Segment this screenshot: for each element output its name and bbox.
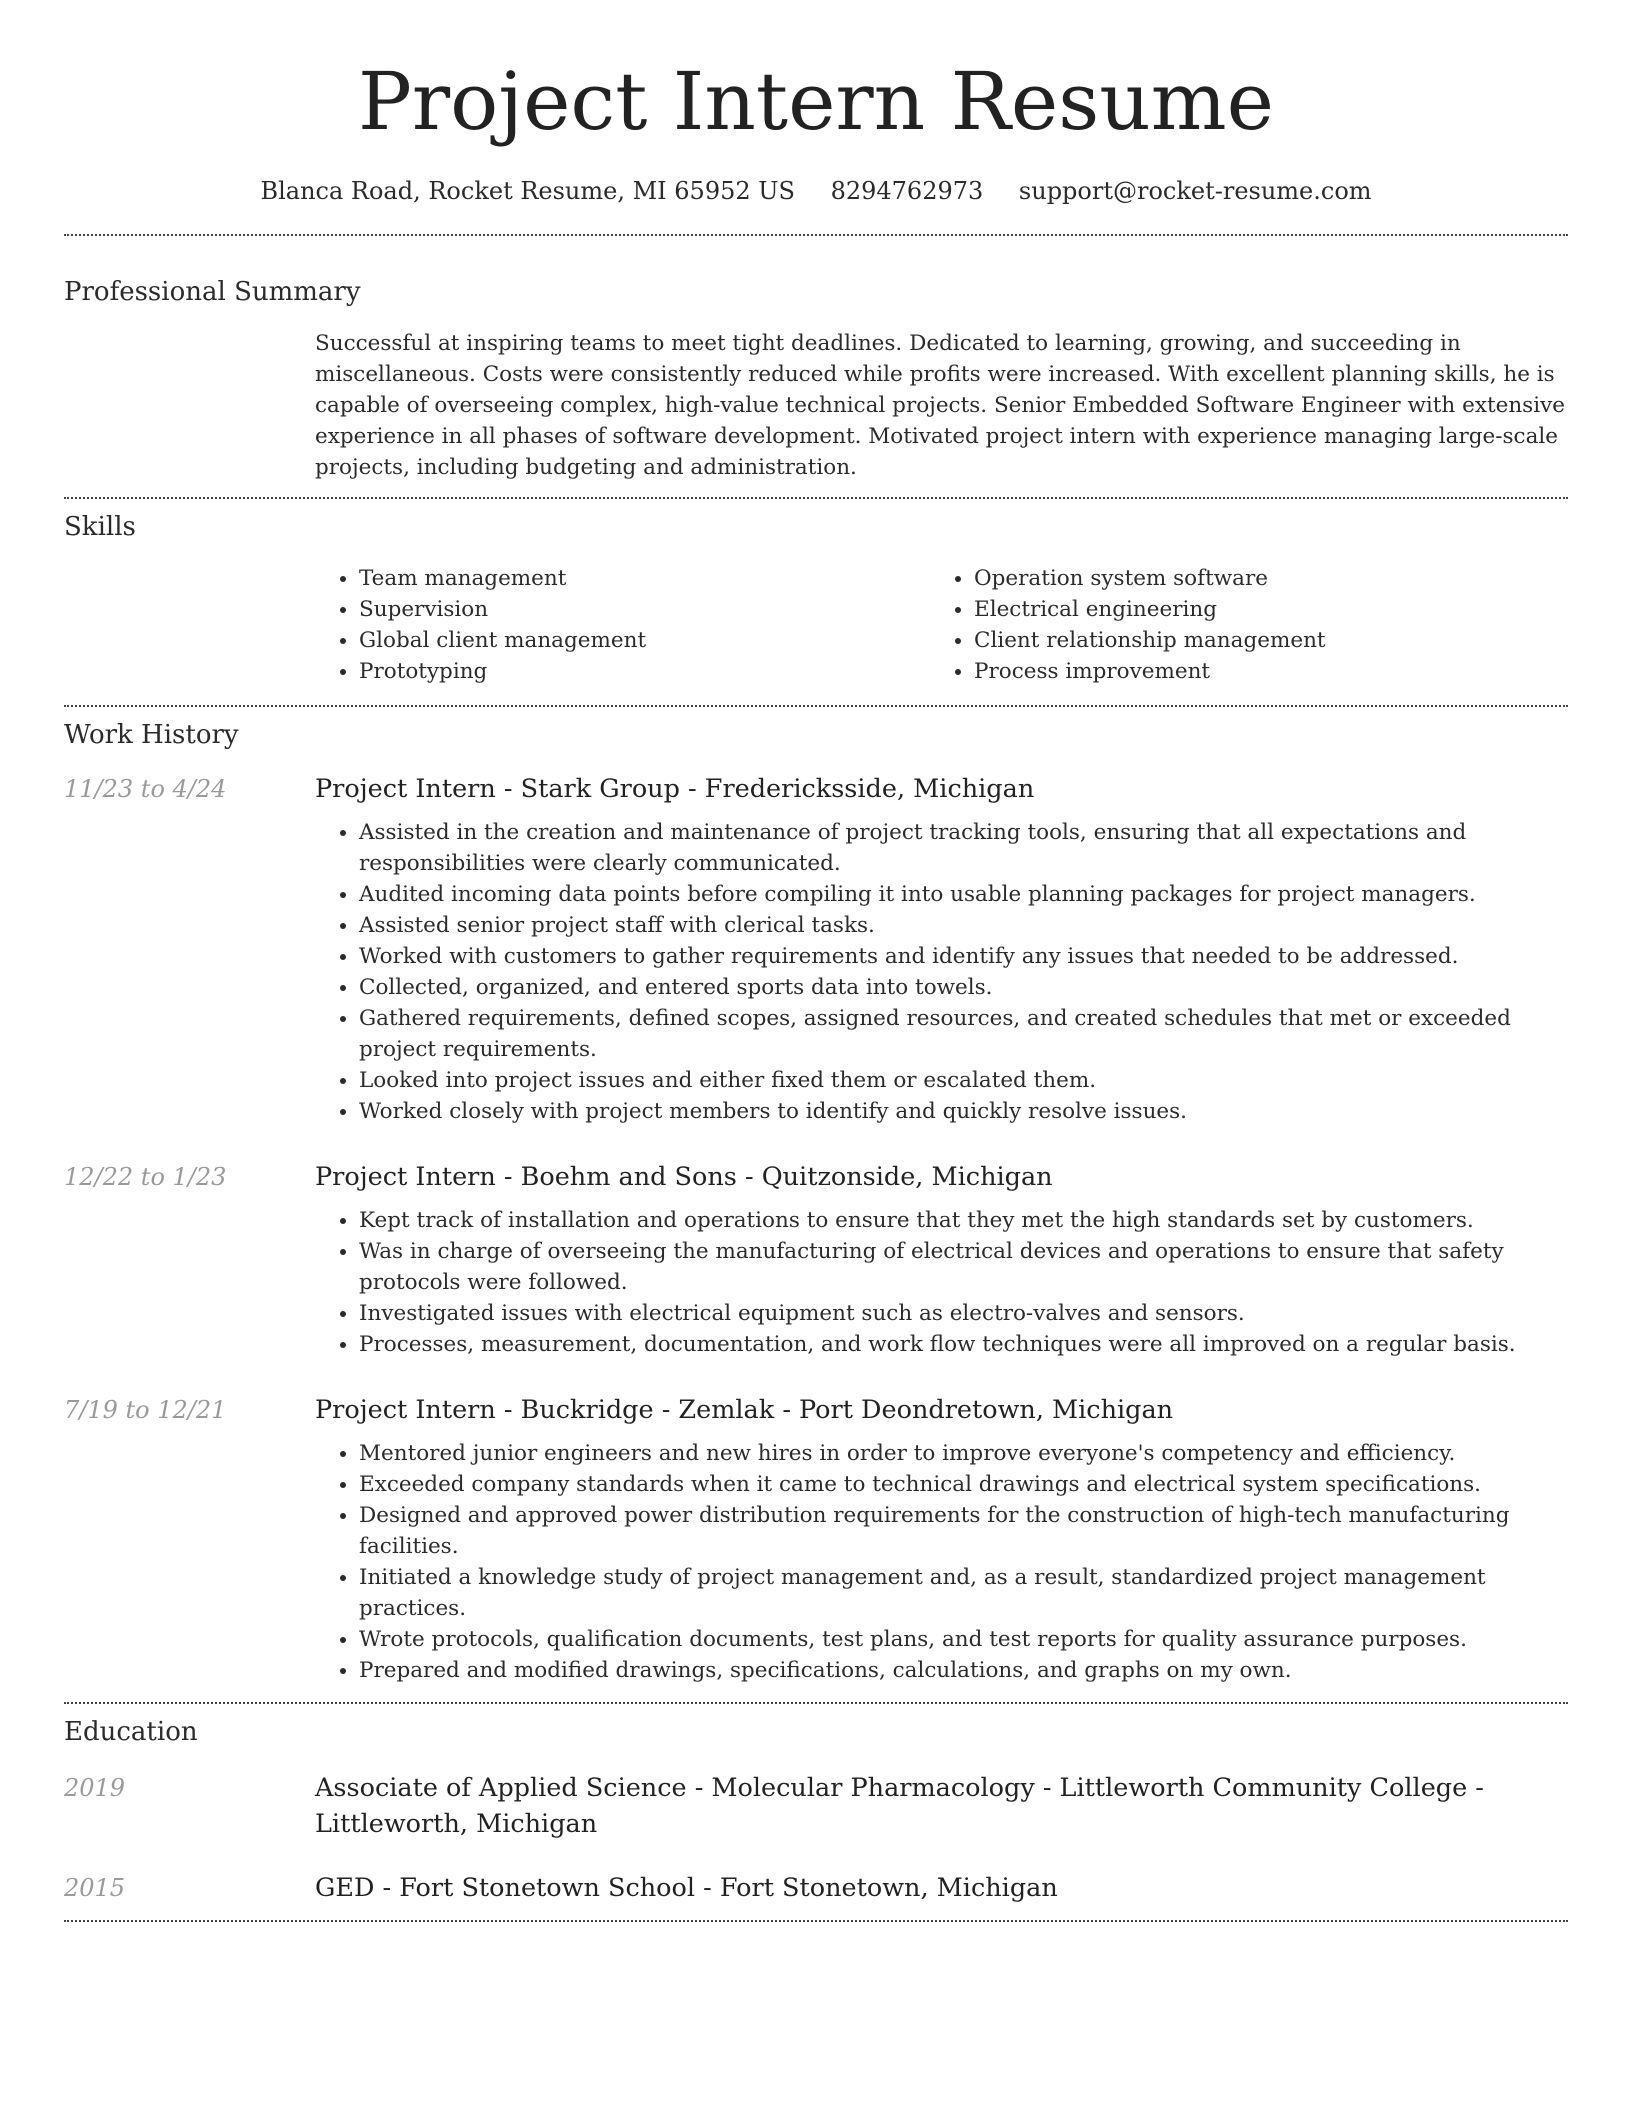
job-entry: [64, 771, 1568, 1127]
list-item: • Investigated issues with electrical equipment such as electro-valves and sensors.: [359, 1298, 1568, 1329]
job-entry: [64, 1159, 1568, 1360]
skill-item: • Electrical engineering: [974, 594, 1568, 625]
skills-list-left: [315, 563, 930, 687]
skill-item: • Operation system software: [974, 563, 1568, 594]
skill-item: • Prototyping: [359, 656, 930, 687]
job-bullets: [315, 817, 1568, 1127]
list-item: • Prepared and modified drawings, specifications, calculations, and graphs on my own.: [359, 1655, 1568, 1686]
job-bullets: [315, 1438, 1568, 1686]
list-item: • Worked with customers to gather requirements and identify any issues that needed to be addressed.: [359, 941, 1568, 972]
list-item: • Wrote protocols, qualification documents, test plans, and test reports for quality assurance purposes.: [359, 1624, 1568, 1655]
job-title: Project Intern - Stark Group - Fredericksside, Michigan: [315, 774, 1035, 804]
skills-section: [64, 499, 1568, 705]
education-entry: [64, 1870, 1568, 1920]
list-item: • Audited incoming data points before compiling it into usable planning packages for project managers.: [359, 879, 1568, 910]
section-divider: [64, 1920, 1568, 1922]
list-item: • Mentored junior engineers and new hires in order to improve everyone's competency and efficiency.: [359, 1438, 1568, 1469]
job-entry: [64, 1392, 1568, 1702]
skill-item: • Process improvement: [974, 656, 1568, 687]
education-date: 2015: [64, 1874, 126, 1902]
list-item: • Assisted in the creation and maintenance of project tracking tools, ensuring that all expectations and responsibilities were clearly communicated.: [359, 817, 1568, 879]
list-item: • Kept track of installation and operations to ensure that they met the high standards set by customers.: [359, 1205, 1568, 1236]
work-section: [64, 707, 1568, 1702]
summary-heading: Professional Summary: [64, 277, 361, 307]
list-item: • Exceeded company standards when it came to technical drawings and electrical system specifications.: [359, 1469, 1568, 1500]
education-heading: Education: [64, 1717, 198, 1747]
skill-item: • Team management: [359, 563, 930, 594]
list-item: • Initiated a knowledge study of project management and, as a result, standardized project management practices.: [359, 1562, 1568, 1624]
skill-item: • Supervision: [359, 594, 930, 625]
job-title: Project Intern - Buckridge - Zemlak - Port Deondretown, Michigan: [315, 1395, 1174, 1425]
list-item: • Assisted senior project staff with clerical tasks.: [359, 910, 1568, 941]
contact-address: Blanca Road, Rocket Resume, MI 65952 US: [260, 177, 795, 205]
contact-phone: 8294762973: [830, 177, 984, 205]
page-title: Project Intern Resume: [358, 55, 1274, 148]
summary-text: Successful at inspiring teams to meet tight deadlines. Dedicated to learning, growing, and succeeding in miscellaneous. Costs were consistently reduced while profits were increased. With excellent planning skills, he is capable of overseeing complex, high-value technical projects. Senior Embedded Software Engineer with extensive experience in all phases of software development. Motivated project intern with experience managing large-scale projects, including budgeting and administration.: [315, 331, 1565, 480]
list-item: • Designed and approved power distribution requirements for the construction of high-tech manufacturing facilities.: [359, 1500, 1568, 1562]
education-title: Associate of Applied Science - Molecular Pharmacology - Littleworth Community College - Littleworth, Michigan: [315, 1773, 1484, 1839]
job-date: 11/23 to 4/24: [64, 775, 227, 803]
skills-list-right: [930, 563, 1568, 687]
job-bullets: [315, 1205, 1568, 1360]
job-title: Project Intern - Boehm and Sons - Quitzonside, Michigan: [315, 1162, 1053, 1192]
list-item: • Was in charge of overseeing the manufacturing of electrical devices and operations to ensure that safety protocols were followed.: [359, 1236, 1568, 1298]
work-heading: Work History: [64, 720, 239, 750]
job-date: 12/22 to 1/23: [64, 1163, 227, 1191]
education-title: GED - Fort Stonetown School - Fort Stonetown, Michigan: [315, 1873, 1058, 1903]
list-item: • Worked closely with project members to identify and quickly resolve issues.: [359, 1096, 1568, 1127]
contact-line: [64, 176, 1568, 206]
list-item: • Collected, organized, and entered sports data into towels.: [359, 972, 1568, 1003]
list-item: • Gathered requirements, defined scopes, assigned resources, and created schedules that met or exceeded project requirements.: [359, 1003, 1568, 1065]
summary-section: [64, 236, 1568, 497]
skills-grid: [315, 563, 1568, 705]
skills-heading: Skills: [64, 512, 136, 542]
education-entry: [64, 1770, 1568, 1842]
skill-item: • Client relationship management: [974, 625, 1568, 656]
list-item: • Processes, measurement, documentation, and work flow techniques were all improved on a regular basis.: [359, 1329, 1568, 1360]
education-section: [64, 1704, 1568, 1920]
job-date: 7/19 to 12/21: [64, 1396, 227, 1424]
list-item: • Looked into project issues and either fixed them or escalated them.: [359, 1065, 1568, 1096]
skill-item: • Global client management: [359, 625, 930, 656]
contact-email: support@rocket-resume.com: [1018, 177, 1372, 205]
education-date: 2019: [64, 1774, 126, 1802]
